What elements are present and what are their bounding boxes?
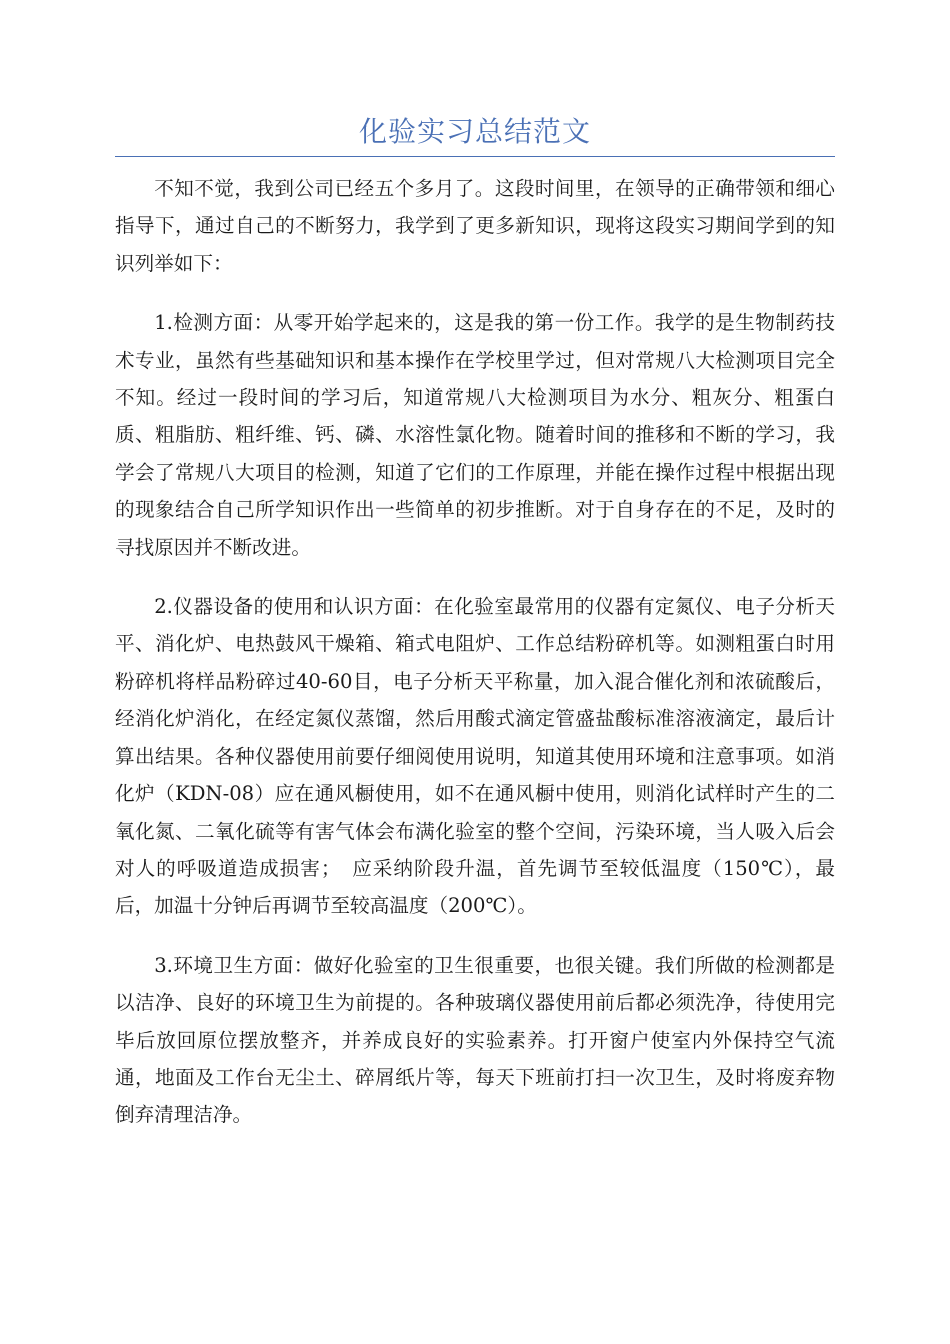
title-block [115,108,835,157]
document-body [115,170,835,1156]
paragraph-testing: 1.检测方面：从零开始学起来的，这是我的第一份工作。我学的是生物制药技术专业，虽然有些基础知识和基本操作在学校里学过，但对常规八大检测项目完全不知。经过一段时间的学习后，知道常规八大检测项目为水分、粗灰分、粗蛋白质、粗脂肪、粗纤维、钙、磷、水溶性氯化物。随着时间的推移和不断的学习，我学会了常规八大项目的检测，知道了它们的工作原理，并能在操作过程中根据出现的现象结合自己所学知识作出一些简单的初步推断。对于自身存在的不足，及时的寻找原因并不断改进。 [115,311,835,559]
paragraph-hygiene: 3.环境卫生方面：做好化验室的卫生很重要，也很关键。我们所做的检测都是以洁净、良好的环境卫生为前提的。各种玻璃仪器使用前后都必须洗净，待使用完毕后放回原位摆放整齐，并养成良好的实验素养。打开窗户使室内外保持空气流通，地面及工作台无尘土、碎屑纸片等，每天下班前打扫一次卫生，及时将废弃物倒弃清理洁净。 [115,953,835,1127]
paragraph-instruments: 2.仪器设备的使用和认识方面：在化验室最常用的仪器有定氮仪、电子分析天平、消化炉、电热鼓风干燥箱、箱式电阻炉、工作总结粉碎机等。如测粗蛋白时用粉碎机将样品粉碎过40-60目，电子分析天平称量，加入混合催化剂和浓硫酸后，经消化炉消化，在经定氮仪蒸馏，然后用酸式滴定管盛盐酸标准溶液滴定，最后计算出结果。各种仪器使用前要仔细阅使用说明，知道其使用环境和注意事项。如消化炉（KDN-08）应在通风橱使用，如不在通风橱中使用，则消化试样时产生的二氧化氮、二氧化硫等有害气体会布满化验室的整个空间，污染环境，当人吸入后会对人的呼吸道造成损害； 应采纳阶段升温，首先调节至较低温度（150℃），最后，加温十分钟后再调节至较高温度（200℃）。 [115,595,835,918]
paragraph-intro: 不知不觉，我到公司已经五个多月了。这段时间里，在领导的正确带领和细心指导下，通过自己的不断努力，我学到了更多新知识，现将这段实习期间学到的知识列举如下： [115,177,835,275]
document-title: 化验实习总结范文 [358,115,591,148]
